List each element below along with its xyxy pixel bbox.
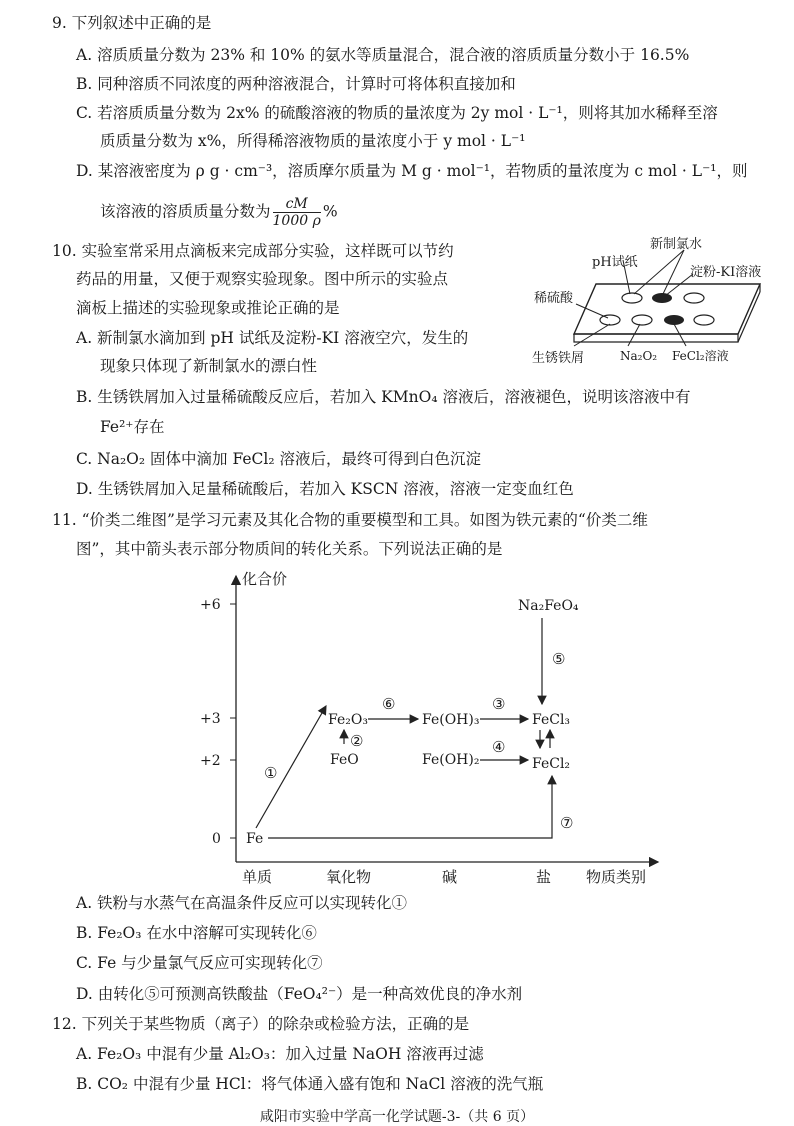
x-tick-element: 单质: [242, 868, 273, 886]
species-fecl3: FeCl₃: [532, 712, 571, 728]
q11-option-b: B. Fe₂O₃ 在水中溶解可实现转化⑥: [76, 924, 317, 942]
label-fecl2: FeCl₂溶液: [672, 349, 729, 363]
y-tick-plus2: +2: [200, 753, 221, 769]
q9-option-d: D. 某溶液密度为 ρ g · cm⁻³，溶质摩尔质量为 M g · mol⁻¹，若物质的量浓度为 c mol · L⁻¹，则: [76, 162, 748, 180]
label-step-4: ④: [492, 738, 506, 756]
species-feo: FeO: [330, 752, 359, 768]
q12-stem: 12. 下列关于某些物质（离子）的除杂或检验方法，正确的是: [52, 1015, 470, 1033]
label-step-5: ⑤: [552, 650, 566, 668]
arrow-step-7: [268, 776, 552, 838]
q10-stem-3: 滴板上描述的实验现象或推论正确的是: [76, 299, 340, 317]
label-step-3: ③: [492, 695, 506, 713]
q10-option-a: A. 新制氯水滴加到 pH 试纸及淀粉-KI 溶液空穴，发生的: [76, 329, 469, 347]
species-fe2o3: Fe₂O₃: [328, 712, 368, 728]
q10-option-c: C. Na₂O₂ 固体中滴加 FeCl₂ 溶液后，最终可得到白色沉淀: [76, 450, 481, 468]
q10-option-d: D. 生锈铁屑加入足量稀硫酸后，若加入 KSCN 溶液，溶液一定变血红色: [76, 480, 574, 498]
species-na2feo4: Na₂FeO₄: [518, 598, 579, 614]
q9-d-fraction: [273, 196, 321, 229]
page-footer: 咸阳市实验中学高一化学试题-3-（共 6 页）: [259, 1109, 535, 1125]
species-feoh3: Fe(OH)₃: [422, 712, 480, 728]
y-tick-plus3: +3: [200, 711, 221, 727]
q10-option-b: B. 生锈铁屑加入过量稀硫酸反应后，若加入 KMnO₄ 溶液后，溶液褪色，说明该溶液中有: [76, 388, 691, 406]
q9-d-denominator: 1000 ρ: [272, 213, 321, 229]
label-starch-ki: 淀粉-KI溶液: [690, 265, 762, 280]
q11-option-d: D. 由转化⑤可预测高铁酸盐（FeO₄²⁻）是一种高效优良的净水剂: [76, 985, 523, 1003]
label-step-2: ②: [350, 732, 364, 750]
spot-plate-diagram: [528, 236, 790, 372]
q11-option-c: C. Fe 与少量氯气反应可实现转化⑦: [76, 954, 323, 972]
label-step-6: ⑥: [382, 695, 396, 713]
x-tick-oxide: 氧化物: [326, 868, 372, 886]
x-tick-salt: 盐: [536, 868, 552, 886]
q10-option-a-cont: 现象只体现了新制氯水的漂白性: [100, 357, 318, 375]
label-rusty-iron: 生锈铁屑: [532, 351, 585, 366]
y-axis-title: 化合价: [242, 570, 288, 588]
species-feoh2: Fe(OH)₂: [422, 752, 480, 768]
label-ph-paper: pH试纸: [592, 255, 638, 270]
label-step-1: ①: [264, 764, 278, 782]
x-tick-base: 碱: [442, 868, 458, 886]
species-fe: Fe: [246, 831, 264, 847]
q9-option-b: B. 同种溶质不同浓度的两种溶液混合，计算时可将体积直接加和: [76, 75, 516, 93]
q9-option-a: A. 溶质质量分数为 23% 和 10% 的氨水等质量混合，混合液的溶质质量分数小于 16.5%: [76, 46, 690, 64]
q10-option-b-cont: Fe²⁺存在: [100, 418, 165, 436]
q12-option-a: A. Fe₂O₃ 中混有少量 Al₂O₃：加入过量 NaOH 溶液再过滤: [76, 1045, 484, 1063]
label-step-7: ⑦: [560, 814, 574, 832]
q9-stem: 9. 下列叙述中正确的是: [52, 14, 212, 32]
y-tick-zero: 0: [212, 831, 221, 847]
q11-option-a: A. 铁粉与水蒸气在高温条件反应可以实现转化①: [76, 894, 408, 912]
q12-option-b: B. CO₂ 中混有少量 HCl：将气体通入盛有饱和 NaCl 溶液的洗气瓶: [76, 1075, 544, 1093]
valence-category-diagram: [190, 566, 670, 890]
q9-d-numerator: cM: [273, 196, 321, 213]
q10-stem-2: 药品的用量，又便于观察实验现象。图中所示的实验点: [76, 270, 449, 288]
q9-option-c-cont: 质质量分数为 x%，所得稀溶液物质的量浓度小于 y mol · L⁻¹: [100, 132, 526, 150]
q11-stem-1: 11. “价类二维图”是学习元素及其化合物的重要模型和工具。如图为铁元素的“价类二维: [52, 511, 648, 529]
label-chlorine-water: 新制氯水: [650, 237, 703, 252]
q9-d-prefix: 该溶液的溶质质量分数为: [100, 202, 271, 221]
species-fecl2: FeCl₂: [532, 756, 571, 772]
label-na2o2: Na₂O₂: [620, 349, 658, 363]
q9-d-suffix: %: [322, 202, 338, 221]
q9-option-c: C. 若溶质质量分数为 2x% 的硫酸溶液的物质的量浓度为 2y mol · L⁻¹，则将其加水稀释至溶: [76, 104, 718, 122]
y-tick-plus6: +6: [200, 597, 221, 613]
q11-stem-2: 图”，其中箭头表示部分物质间的转化关系。下列说法正确的是: [76, 540, 503, 558]
label-dilute-h2so4: 稀硫酸: [534, 291, 574, 306]
x-axis-title: 物质类别: [586, 868, 647, 886]
q9-option-d-cont: [100, 196, 338, 229]
q10-stem-1: 10. 实验室常采用点滴板来完成部分实验，这样既可以节约: [52, 242, 454, 260]
